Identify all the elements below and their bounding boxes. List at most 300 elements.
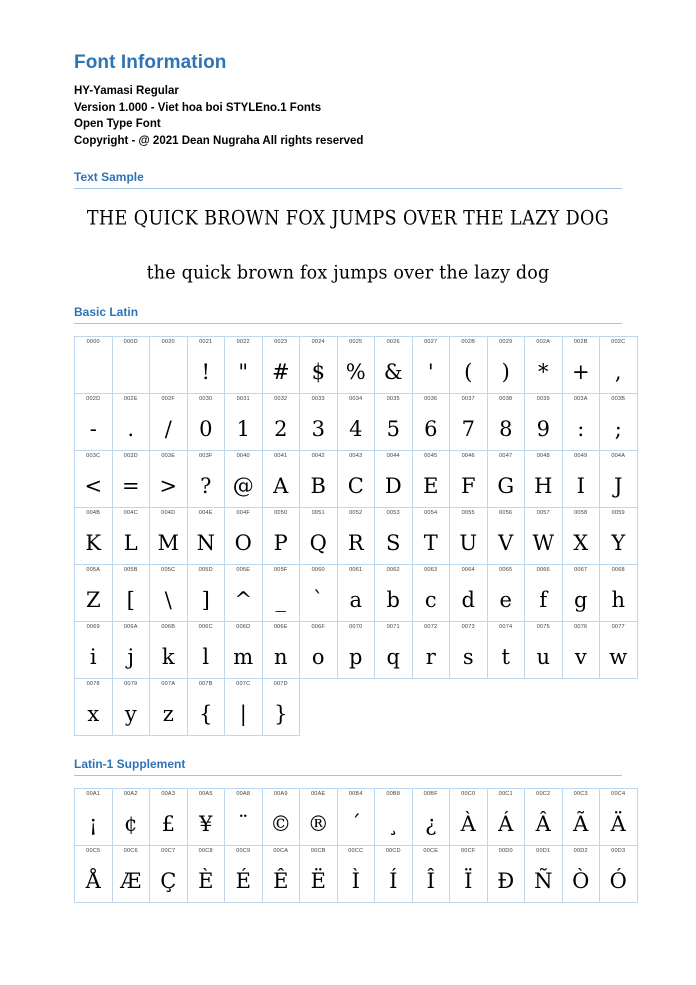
glyph-character: ¡ (89, 811, 98, 836)
glyph-cell-inner (525, 622, 562, 678)
section-divider (74, 188, 622, 189)
basic-latin-glyph-cell[interactable] (262, 622, 300, 679)
glyph-codepoint: 0035 (386, 396, 400, 402)
glyph-character: Ç (160, 868, 177, 893)
glyph-character: f (539, 587, 548, 612)
glyph-character: # (271, 359, 290, 384)
basic-latin-glyph-cell[interactable] (75, 508, 113, 565)
glyph-cell-inner (75, 565, 112, 621)
basic-latin-glyph-cell[interactable] (150, 565, 188, 622)
glyph-cell-inner (263, 679, 300, 735)
glyph-character: > (159, 473, 178, 498)
basic-latin-glyph-cell[interactable] (187, 679, 225, 736)
glyph-character: 2 (274, 416, 288, 441)
basic-latin-glyph-cell[interactable] (150, 451, 188, 508)
basic-latin-glyph-cell[interactable] (112, 337, 150, 394)
latin1-supplement-glyph-cell[interactable] (75, 789, 113, 846)
basic-latin-glyph-cell[interactable] (525, 337, 563, 394)
basic-latin-glyph-cell[interactable] (450, 394, 488, 451)
glyph-character: 3 (311, 416, 325, 441)
glyph-cell-inner (225, 394, 262, 450)
basic-latin-glyph-cell[interactable] (150, 337, 188, 394)
glyph-character: y (124, 701, 137, 726)
glyph-cell-inner (488, 846, 525, 902)
basic-latin-empty-cell (525, 679, 563, 736)
glyph-codepoint: 006A (123, 624, 138, 630)
basic-latin-glyph-cell[interactable] (412, 565, 450, 622)
glyph-cell-inner (488, 565, 525, 621)
glyph-character: @ (232, 473, 254, 498)
basic-latin-row (75, 451, 638, 508)
basic-latin-glyph-cell[interactable] (375, 337, 413, 394)
basic-latin-glyph-cell[interactable] (375, 508, 413, 565)
glyph-character: , (614, 359, 622, 384)
lowercase-sample-text: the quick brown fox jumps over the lazy dog (146, 262, 550, 284)
basic-latin-empty-cell (337, 679, 375, 736)
glyph-codepoint: 0077 (611, 624, 625, 630)
latin1-supplement-row (75, 846, 638, 903)
glyph-cell-inner (263, 565, 300, 621)
basic-latin-glyph-cell[interactable] (600, 394, 638, 451)
latin1-supplement-glyph-cell[interactable] (487, 846, 525, 903)
latin1-supplement-glyph-cell[interactable] (562, 846, 600, 903)
basic-latin-glyph-cell[interactable] (600, 622, 638, 679)
text-sample-area (74, 209, 622, 283)
glyph-cell-inner (600, 451, 637, 507)
glyph-cell-inner (563, 337, 600, 393)
glyph-codepoint: 0069 (86, 624, 100, 630)
basic-latin-glyph-cell[interactable] (487, 451, 525, 508)
glyph-character: n (273, 644, 288, 669)
glyph-codepoint: 0063 (424, 567, 438, 573)
basic-latin-glyph-cell[interactable] (225, 337, 263, 394)
glyph-character: £ (161, 811, 175, 836)
basic-latin-glyph-cell[interactable] (112, 622, 150, 679)
latin1-supplement-glyph-cell[interactable] (187, 846, 225, 903)
basic-latin-glyph-cell[interactable] (375, 565, 413, 622)
glyph-cell-inner (413, 622, 450, 678)
latin1-supplement-glyph-cell[interactable] (300, 789, 338, 846)
basic-latin-glyph-cell[interactable] (450, 337, 488, 394)
glyph-character: R (347, 530, 364, 555)
basic-latin-glyph-cell[interactable] (337, 337, 375, 394)
glyph-cell-inner (263, 789, 300, 845)
glyph-codepoint: 005C (161, 567, 176, 573)
glyph-character: ® (307, 811, 329, 836)
glyph-codepoint: 0000 (86, 339, 100, 345)
glyph-character: x (87, 701, 100, 726)
glyph-cell-inner (113, 565, 150, 621)
glyph-cell-inner (300, 451, 337, 507)
glyph-codepoint: 0032 (274, 396, 288, 402)
glyph-character: L (123, 530, 138, 555)
glyph-codepoint: 00A3 (161, 791, 176, 797)
glyph-codepoint: 00C3 (573, 791, 588, 797)
glyph-codepoint: 003D (123, 453, 138, 459)
glyph-character: < (84, 473, 103, 498)
glyph-cell-inner (450, 451, 487, 507)
glyph-codepoint: 0045 (424, 453, 438, 459)
basic-latin-glyph-cell[interactable] (262, 394, 300, 451)
glyph-cell-inner (75, 451, 112, 507)
basic-latin-glyph-cell[interactable] (300, 451, 338, 508)
basic-latin-glyph-cell[interactable] (375, 394, 413, 451)
basic-latin-glyph-cell[interactable] (75, 679, 113, 736)
glyph-character: Â (535, 811, 551, 836)
latin1-supplement-glyph-cell[interactable] (487, 789, 525, 846)
glyph-character: J (614, 473, 623, 498)
basic-latin-glyph-cell[interactable] (487, 508, 525, 565)
glyph-character: ( (464, 359, 473, 384)
basic-latin-glyph-cell[interactable] (112, 451, 150, 508)
glyph-codepoint: 0067 (574, 567, 588, 573)
glyph-codepoint: 0049 (574, 453, 588, 459)
basic-latin-glyph-cell[interactable] (412, 622, 450, 679)
section-divider (74, 323, 622, 324)
basic-latin-glyph-cell[interactable] (600, 451, 638, 508)
basic-latin-glyph-cell[interactable] (562, 622, 600, 679)
glyph-cell-inner (488, 451, 525, 507)
glyph-character: 9 (536, 416, 550, 441)
section-divider (74, 775, 622, 776)
glyph-codepoint: 00A2 (123, 791, 138, 797)
basic-latin-glyph-cell[interactable] (75, 337, 113, 394)
glyph-cell-inner (563, 508, 600, 564)
glyph-codepoint: 002E (123, 396, 138, 402)
glyph-cell-inner (225, 337, 262, 393)
glyph-cell-inner (450, 337, 487, 393)
glyph-character: G (497, 473, 515, 498)
basic-latin-glyph-cell[interactable] (525, 565, 563, 622)
basic-latin-glyph-cell[interactable] (75, 565, 113, 622)
basic-latin-glyph-cell[interactable] (337, 451, 375, 508)
basic-latin-glyph-cell[interactable] (412, 337, 450, 394)
glyph-character: . (127, 416, 135, 441)
latin1-supplement-glyph-cell[interactable] (412, 789, 450, 846)
latin1-supplement-glyph-cell[interactable] (375, 846, 413, 903)
latin1-supplement-glyph-cell[interactable] (450, 846, 488, 903)
latin1-supplement-glyph-cell[interactable] (412, 846, 450, 903)
basic-latin-glyph-cell[interactable] (75, 451, 113, 508)
glyph-cell-inner (450, 508, 487, 564)
glyph-character: ] (201, 587, 210, 612)
basic-latin-glyph-cell[interactable] (525, 622, 563, 679)
basic-latin-glyph-cell[interactable] (375, 622, 413, 679)
glyph-character: * (538, 359, 549, 384)
basic-latin-glyph-cell[interactable] (562, 508, 600, 565)
basic-latin-glyph-cell[interactable] (262, 679, 300, 736)
glyph-character: ¿ (425, 811, 437, 836)
basic-latin-glyph-cell[interactable] (337, 508, 375, 565)
glyph-codepoint: 0068 (611, 567, 625, 573)
glyph-character: w (609, 644, 628, 669)
glyph-codepoint: 007D (273, 681, 288, 687)
basic-latin-glyph-cell[interactable] (262, 337, 300, 394)
glyph-codepoint: 0039 (536, 396, 550, 402)
basic-latin-glyph-cell[interactable] (337, 565, 375, 622)
glyph-cell-inner (450, 565, 487, 621)
basic-latin-glyph-cell[interactable] (112, 565, 150, 622)
latin1-supplement-glyph-cell[interactable] (337, 846, 375, 903)
glyph-cell-inner (263, 622, 300, 678)
basic-latin-glyph-cell[interactable] (487, 394, 525, 451)
glyph-codepoint: 005E (236, 567, 251, 573)
glyph-character: ¢ (124, 811, 138, 836)
glyph-codepoint: 002C (611, 339, 626, 345)
glyph-character: r (425, 644, 436, 669)
glyph-codepoint: 0071 (386, 624, 400, 630)
glyph-codepoint: 005F (273, 567, 288, 573)
glyph-codepoint: 0030 (199, 396, 213, 402)
basic-latin-glyph-cell[interactable] (412, 508, 450, 565)
latin1-supplement-glyph-cell[interactable] (337, 789, 375, 846)
basic-latin-glyph-cell[interactable] (225, 394, 263, 451)
glyph-cell-inner (263, 337, 300, 393)
basic-latin-glyph-cell[interactable] (112, 679, 150, 736)
glyph-cell-inner (263, 394, 300, 450)
latin1-supplement-glyph-cell[interactable] (75, 846, 113, 903)
latin1-supplement-glyph-cell[interactable] (225, 846, 263, 903)
glyph-codepoint: 002D (86, 396, 101, 402)
glyph-cell-inner (225, 565, 262, 621)
glyph-cell-inner (150, 451, 187, 507)
glyph-character: X (573, 530, 589, 555)
basic-latin-glyph-cell[interactable] (600, 508, 638, 565)
glyph-character: ? (200, 473, 212, 498)
basic-latin-glyph-cell[interactable] (487, 565, 525, 622)
glyph-codepoint: 00A5 (198, 791, 213, 797)
glyph-codepoint: 00A9 (273, 791, 288, 797)
latin1-supplement-section (74, 757, 627, 903)
glyph-cell-inner (113, 679, 150, 735)
glyph-codepoint: 0027 (424, 339, 438, 345)
latin1-supplement-glyph-cell[interactable] (225, 789, 263, 846)
basic-latin-glyph-cell[interactable] (262, 565, 300, 622)
latin1-supplement-glyph-cell[interactable] (112, 789, 150, 846)
glyph-cell-inner (225, 846, 262, 902)
basic-latin-glyph-cell[interactable] (450, 622, 488, 679)
glyph-character: 7 (461, 416, 475, 441)
basic-latin-glyph-cell[interactable] (187, 394, 225, 451)
glyph-character: & (383, 359, 403, 384)
glyph-codepoint: 0072 (424, 624, 438, 630)
basic-latin-glyph-cell[interactable] (600, 337, 638, 394)
font-name: HY-Yamasi Regular (74, 85, 179, 97)
latin1-supplement-glyph-cell[interactable] (525, 846, 563, 903)
glyph-character: S (386, 530, 401, 555)
basic-latin-glyph-cell[interactable] (337, 622, 375, 679)
basic-latin-glyph-cell[interactable] (300, 394, 338, 451)
glyph-cell-inner (563, 394, 600, 450)
glyph-character: Ó (609, 868, 627, 893)
glyph-character: u (536, 644, 551, 669)
glyph-character: q (386, 644, 400, 669)
basic-latin-glyph-cell[interactable] (450, 508, 488, 565)
basic-latin-row (75, 337, 638, 394)
glyph-character: % (345, 359, 366, 384)
latin1-supplement-glyph-cell[interactable] (562, 789, 600, 846)
latin1-supplement-glyph-cell[interactable] (187, 789, 225, 846)
basic-latin-glyph-cell[interactable] (487, 622, 525, 679)
glyph-character: i (89, 644, 97, 669)
glyph-codepoint: 0040 (236, 453, 250, 459)
uppercase-sample-text: THE QUICK BROWN FOX JUMPS OVER THE LAZY DOG (86, 207, 610, 231)
basic-latin-glyph-cell[interactable] (187, 622, 225, 679)
basic-latin-glyph-cell[interactable] (337, 394, 375, 451)
glyph-codepoint: 0079 (124, 681, 138, 687)
basic-latin-glyph-cell[interactable] (525, 508, 563, 565)
glyph-cell-inner (188, 679, 225, 735)
basic-latin-glyph-cell[interactable] (375, 451, 413, 508)
glyph-codepoint: 003E (161, 453, 176, 459)
basic-latin-glyph-cell[interactable] (75, 394, 113, 451)
latin1-supplement-glyph-cell[interactable] (150, 789, 188, 846)
basic-latin-glyph-cell[interactable] (525, 394, 563, 451)
glyph-cell-inner (338, 565, 375, 621)
latin1-supplement-glyph-cell[interactable] (375, 789, 413, 846)
basic-latin-glyph-cell[interactable] (112, 394, 150, 451)
basic-latin-glyph-cell[interactable] (150, 508, 188, 565)
glyph-codepoint: 002F (161, 396, 176, 402)
glyph-codepoint: 003A (573, 396, 588, 402)
basic-latin-glyph-cell[interactable] (150, 622, 188, 679)
glyph-cell-inner (413, 508, 450, 564)
glyph-codepoint: 005D (198, 567, 213, 573)
basic-latin-glyph-cell[interactable] (225, 565, 263, 622)
glyph-cell-inner (188, 337, 225, 393)
glyph-codepoint: 0061 (349, 567, 363, 573)
glyph-codepoint: 0066 (536, 567, 550, 573)
latin1-supplement-glyph-cell[interactable] (262, 846, 300, 903)
basic-latin-glyph-cell[interactable] (75, 622, 113, 679)
basic-latin-glyph-cell[interactable] (525, 451, 563, 508)
basic-latin-glyph-cell[interactable] (562, 394, 600, 451)
basic-latin-glyph-cell[interactable] (225, 622, 263, 679)
glyph-cell-inner (188, 508, 225, 564)
glyph-codepoint: 0046 (461, 453, 475, 459)
glyph-cell-inner (375, 394, 412, 450)
latin1-supplement-glyph-cell[interactable] (300, 846, 338, 903)
basic-latin-glyph-cell[interactable] (225, 451, 263, 508)
glyph-character: g (574, 587, 588, 612)
latin1-supplement-glyph-cell[interactable] (150, 846, 188, 903)
glyph-codepoint: 00D1 (536, 848, 551, 854)
glyph-character: Ì (351, 868, 360, 893)
glyph-character: Y (611, 530, 626, 555)
glyph-codepoint: 004B (86, 510, 101, 516)
glyph-codepoint: 00CB (310, 848, 326, 854)
basic-latin-glyph-cell[interactable] (187, 451, 225, 508)
glyph-codepoint: 002B (573, 339, 588, 345)
glyph-cell-inner (563, 622, 600, 678)
latin1-supplement-glyph-cell[interactable] (262, 789, 300, 846)
glyph-character: H (534, 473, 553, 498)
glyph-character: M (157, 530, 179, 555)
latin1-supplement-glyph-cell[interactable] (525, 789, 563, 846)
basic-latin-glyph-cell[interactable] (150, 679, 188, 736)
glyph-character: A (273, 473, 289, 498)
basic-latin-glyph-cell[interactable] (562, 451, 600, 508)
latin1-supplement-glyph-cell[interactable] (600, 789, 638, 846)
basic-latin-glyph-cell[interactable] (187, 508, 225, 565)
glyph-character: 0 (199, 416, 213, 441)
glyph-cell-inner (413, 337, 450, 393)
glyph-cell-inner (525, 846, 562, 902)
glyph-character: a (349, 587, 363, 612)
basic-latin-glyph-cell[interactable] (225, 679, 263, 736)
glyph-character: t (501, 644, 510, 669)
basic-latin-glyph-cell[interactable] (450, 451, 488, 508)
basic-latin-glyph-cell[interactable] (300, 622, 338, 679)
glyph-codepoint: 004C (123, 510, 138, 516)
basic-latin-glyph-cell[interactable] (225, 508, 263, 565)
glyph-cell-inner (75, 508, 112, 564)
glyph-codepoint: 0022 (236, 339, 250, 345)
basic-latin-empty-cell (450, 679, 488, 736)
basic-latin-glyph-cell[interactable] (562, 565, 600, 622)
glyph-character (150, 351, 187, 393)
basic-latin-glyph-cell[interactable] (300, 508, 338, 565)
latin1-supplement-glyph-cell[interactable] (450, 789, 488, 846)
glyph-character: p (349, 644, 363, 669)
glyph-cell-inner (525, 565, 562, 621)
basic-latin-glyph-cell[interactable] (487, 337, 525, 394)
latin1-supplement-glyph-cell[interactable] (600, 846, 638, 903)
glyph-cell-inner (225, 679, 262, 735)
glyph-character: Ò (572, 868, 590, 893)
glyph-character: ' (427, 359, 434, 384)
glyph-cell-inner (413, 394, 450, 450)
basic-latin-section (74, 305, 628, 736)
glyph-cell-inner (300, 789, 337, 845)
basic-latin-glyph-cell[interactable] (262, 508, 300, 565)
basic-latin-glyph-cell[interactable] (412, 451, 450, 508)
glyph-codepoint: 003C (86, 453, 101, 459)
glyph-character: \ (164, 587, 172, 612)
glyph-character: Á (498, 811, 514, 836)
glyph-character: d (461, 587, 475, 612)
glyph-cell-inner (375, 789, 412, 845)
glyph-cell-inner (113, 622, 150, 678)
basic-latin-glyph-cell[interactable] (300, 565, 338, 622)
glyph-character: / (164, 416, 172, 441)
basic-latin-glyph-cell[interactable] (112, 508, 150, 565)
glyph-character: B (310, 473, 326, 498)
basic-latin-glyph-cell[interactable] (300, 337, 338, 394)
basic-latin-glyph-cell[interactable] (600, 565, 638, 622)
latin1-supplement-glyph-cell[interactable] (112, 846, 150, 903)
glyph-codepoint: 00D3 (611, 848, 626, 854)
glyph-cell-inner (563, 451, 600, 507)
glyph-cell-inner (113, 508, 150, 564)
glyph-character: Í (389, 868, 398, 893)
basic-latin-glyph-cell[interactable] (187, 337, 225, 394)
glyph-codepoint: 00A1 (86, 791, 101, 797)
basic-latin-glyph-cell[interactable] (562, 337, 600, 394)
glyph-cell-inner (188, 789, 225, 845)
basic-latin-glyph-cell[interactable] (150, 394, 188, 451)
glyph-codepoint: 003B (611, 396, 626, 402)
basic-latin-glyph-cell[interactable] (450, 565, 488, 622)
font-copyright: Copyright - @ 2021 Dean Nugraha All rights reserved (74, 134, 364, 147)
basic-latin-glyph-cell[interactable] (187, 565, 225, 622)
glyph-codepoint: 0036 (424, 396, 438, 402)
glyph-codepoint: 0060 (311, 567, 325, 573)
basic-latin-glyph-cell[interactable] (262, 451, 300, 508)
font-type: Open Type Font (74, 118, 161, 130)
glyph-cell-inner (150, 622, 187, 678)
basic-latin-glyph-cell[interactable] (412, 394, 450, 451)
